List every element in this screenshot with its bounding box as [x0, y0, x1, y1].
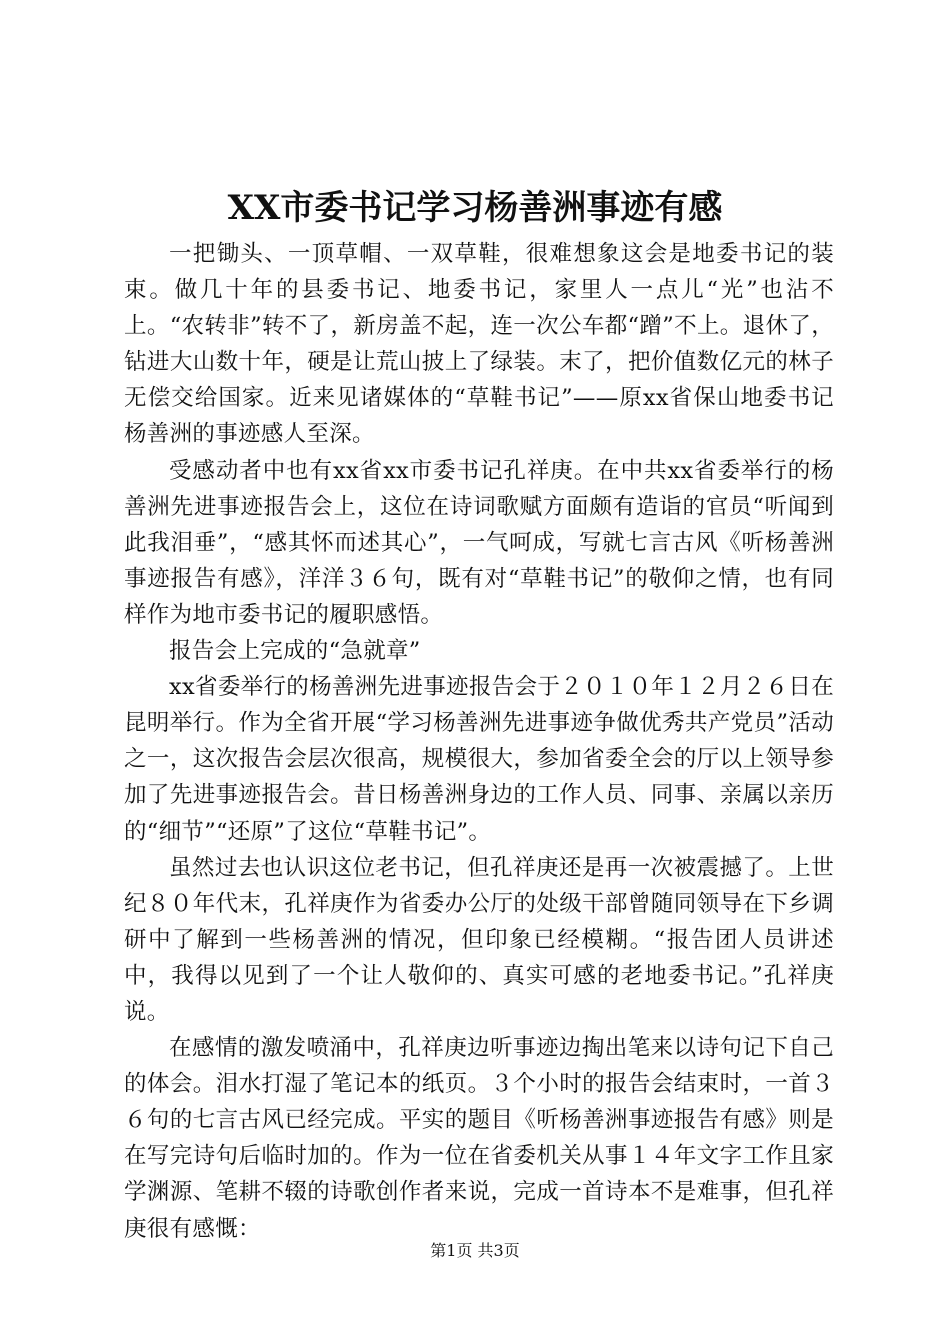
section-heading: 报告会上完成的“急就章”: [169, 638, 421, 665]
paragraph: xx省委举行的杨善洲先进事迹报告会于２０１０年１２月２６日在昆明举行。作为全省开展“学习杨善洲先进事迹争做优秀共产党员”活动之一，这次报告会层次很高，规模很大，参加省委全会的厅以上领导参加了先进事迹报告会。昔日杨善洲身边的工作人员、同事、亲属以亲历的“细节”“还原”了这位“草鞋书记”。: [124, 674, 834, 845]
page-footer: 第1页 共3页: [430, 1241, 520, 1260]
paragraph: 一把锄头、一顶草帽、一双草鞋，很难想象这会是地委书记的装束。做几十年的县委书记、地委书记，家里人一点儿“光”也沾不上。“农转非”转不了，新房盖不起，连一次公车都“蹭”不上。退休了，钻进大山数十年，硬是让荒山披上了绿装。末了，把价值数亿元的林子无偿交给国家。近来见诸媒体的“草鞋书记”——原xx省保山地委书记杨善洲的事迹感人至深。: [124, 241, 834, 448]
paragraph: 虽然过去也认识这位老书记，但孔祥庚还是再一次被震撼了。上世纪８０年代末，孔祥庚作为省委办公厅的处级干部曾随同领导在下乡调研中了解到一些杨善洲的情况，但印象已经模糊。“报告团人员讲述中，我得以见到了一个让人敬仰的、真实可感的老地委书记。”孔祥庚说。: [124, 854, 834, 1025]
paragraph: 在感情的激发喷涌中，孔祥庚边听事迹边掏出笔来以诗句记下自己的体会。泪水打湿了笔记本的纸页。３个小时的报告会结束时，一首３６句的七言古风已经完成。平实的题目《听杨善洲事迹报告有感》则是在写完诗句后临时加的。作为一位在省委机关从事１４年文字工作且家学渊源、笔耕不辍的诗歌创作者来说，完成一首诗本不是难事，但孔祥庚很有感慨：: [124, 1035, 834, 1242]
paragraph: 受感动者中也有xx省xx市委书记孔祥庚。在中共xx省委举行的杨善洲先进事迹报告会上，这位在诗词歌赋方面颇有造诣的官员“听闻到此我泪垂”，“感其怀而述其心”，一气呵成，写就七言古风《听杨善洲事迹报告有感》，洋洋３６句，既有对“草鞋书记”的敬仰之情，也有同样作为地市委书记的履职感悟。: [124, 457, 834, 628]
document-body: [124, 236, 834, 1247]
document-title: XX市委书记学习杨善洲事迹有感: [227, 188, 723, 228]
